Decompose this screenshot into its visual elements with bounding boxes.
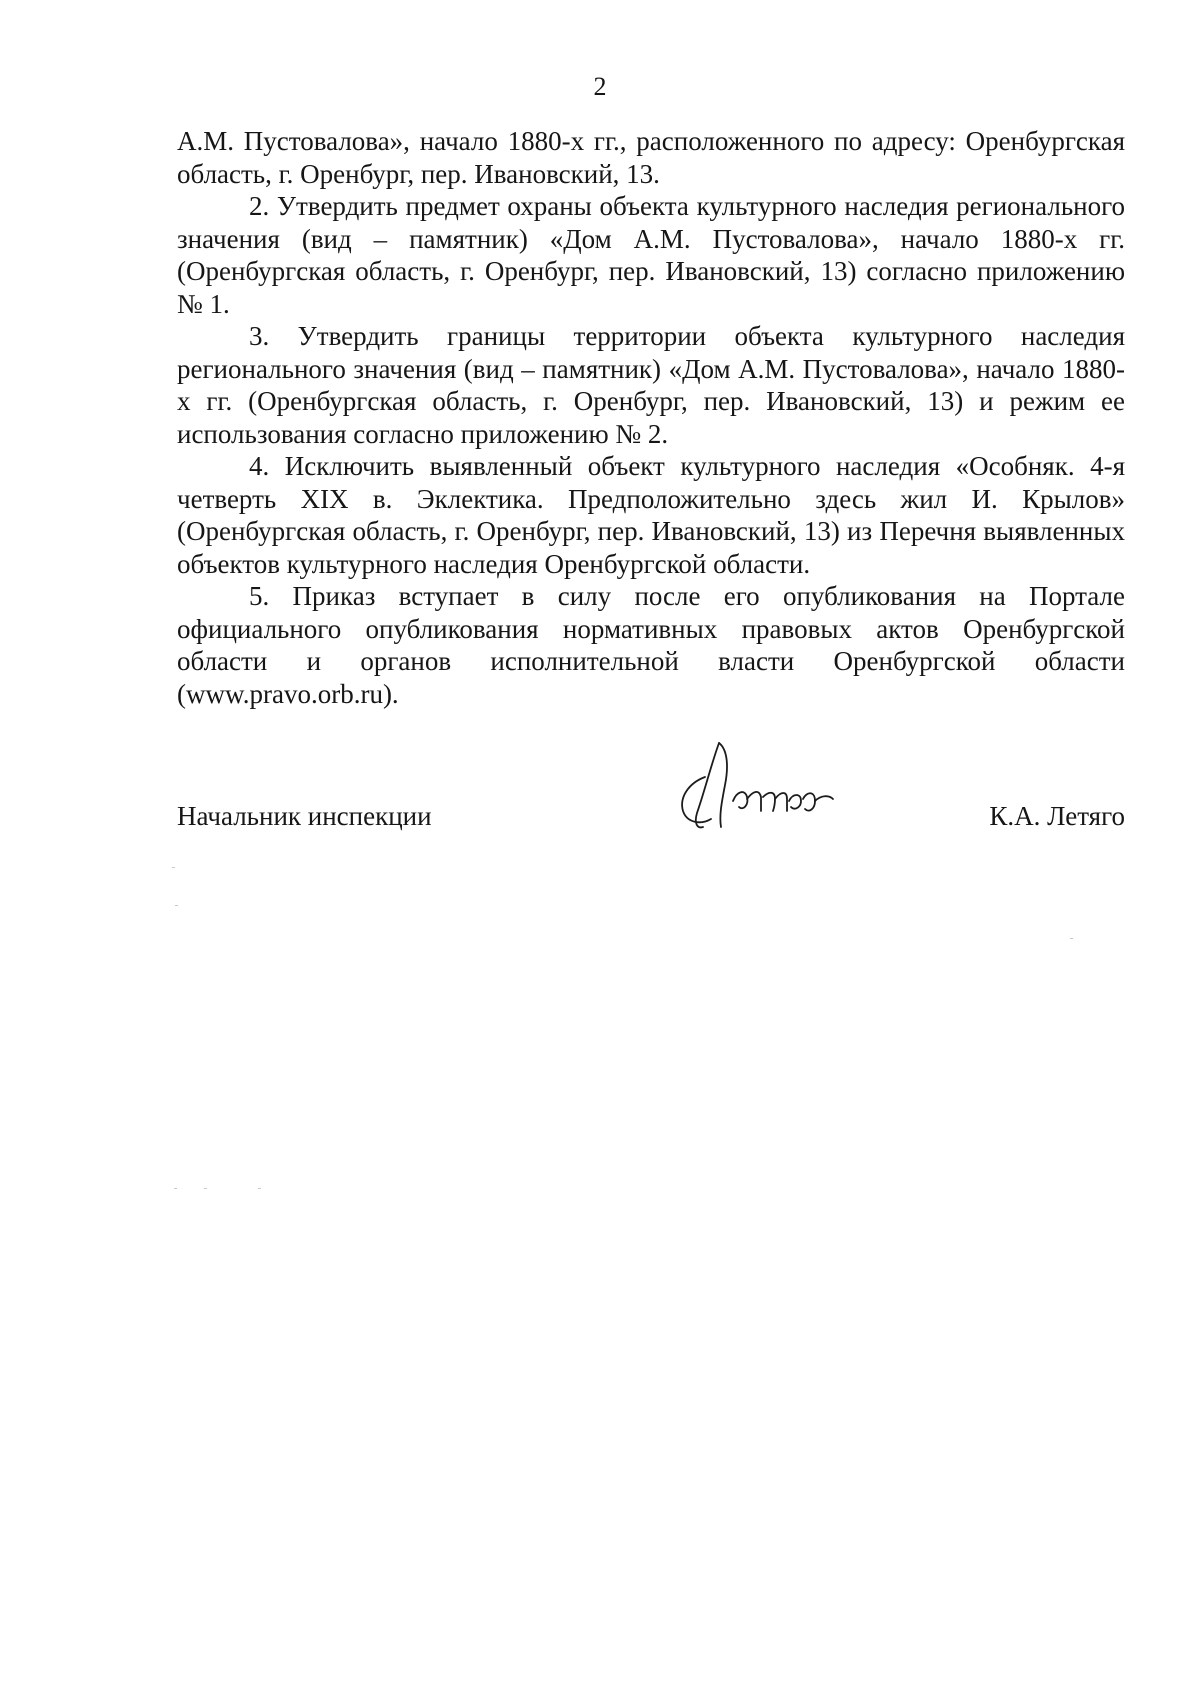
scan-speck	[204, 1188, 207, 1189]
paragraph-item-4: 4. Исключить выявленный объект культурного наследия «Особняк. 4-я четверть XIX в. Эклектика. Предположительно здесь жил И. Крылов» (Оренбургская область, г. Оренбург, пер. Ивановский, 13) из Перечня выявленных объектов культурного наследия Оренбургской области.	[177, 451, 1125, 579]
signatory-position: Начальник инспекции	[177, 801, 432, 831]
scan-speck	[172, 867, 175, 868]
scan-speck	[174, 1188, 177, 1189]
handwritten-signature	[675, 735, 860, 835]
paragraph-item-2: 2. Утвердить предмет охраны объекта культурного наследия регионального значения (вид – памятник) «Дом А.М. Пустовалова», начало 1880-х гг. (Оренбургская область, г. Оренбург, пер. Ивановский, 13) согласно приложению № 1.	[177, 191, 1125, 319]
signature-block	[177, 800, 1125, 840]
scan-speck	[1070, 938, 1073, 939]
scan-speck	[258, 1188, 261, 1189]
paragraph-item-3: 3. Утвердить границы территории объекта культурного наследия регионального значения (вид – памятник) «Дом А.М. Пустовалова», начало 1880-х гг. (Оренбургская область, г. Оренбург, пер. Ивановский, 13) и режим ее использования согласно приложению № 2.	[177, 321, 1125, 449]
paragraph-item-5: 5. Приказ вступает в силу после его опубликования на Портале официального опубликования нормативных правовых актов Оренбургской области и органов исполнительной власти Оренбургской области (www.pravo.orb.ru).	[177, 581, 1125, 709]
signatory-name: К.А. Летяго	[989, 801, 1125, 831]
paragraph-continuation: А.М. Пустовалова», начало 1880-х гг., расположенного по адресу: Оренбургская область, г. Оренбург, пер. Ивановский, 13.	[177, 126, 1125, 189]
document-body	[177, 125, 1125, 710]
page-number: 2	[593, 72, 607, 101]
scan-speck	[175, 905, 178, 906]
